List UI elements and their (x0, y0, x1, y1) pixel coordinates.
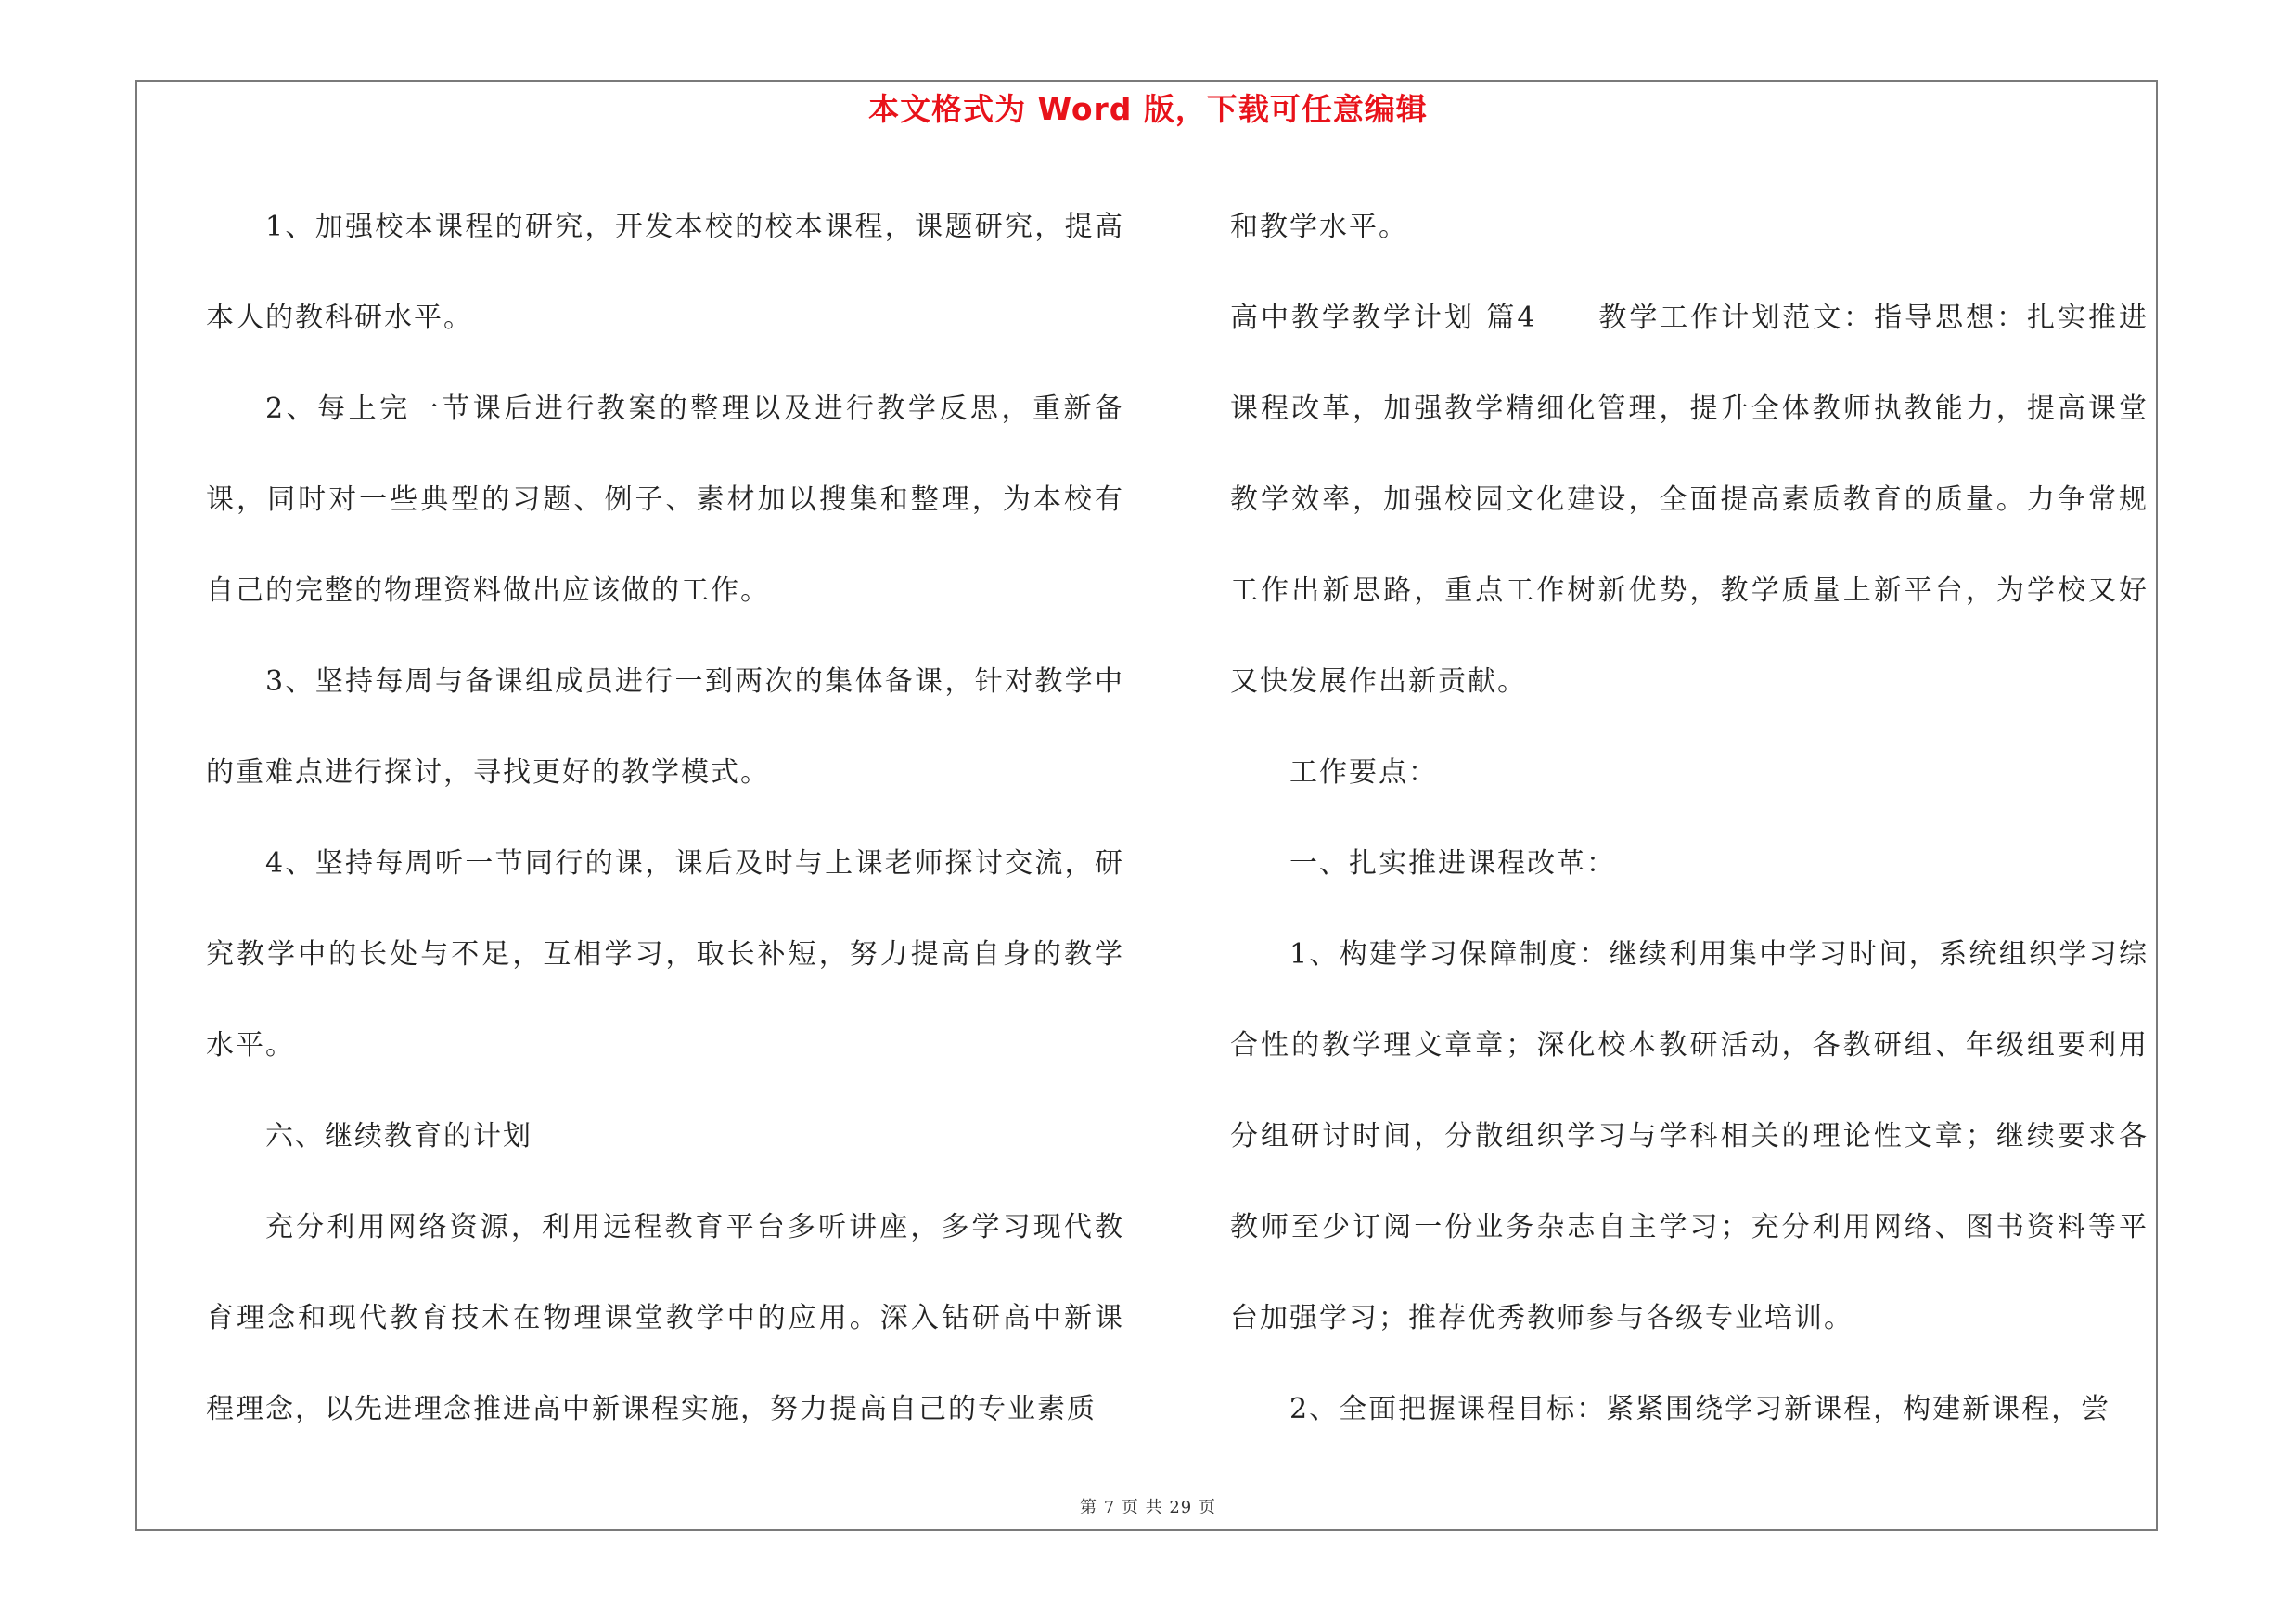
paragraph: 1、构建学习保障制度：继续利用集中学习时间，系统组织学习综合性的教学理文章章；深化校本教研活动，各教研组、年级组要利用分组研讨时间，分散组织学习与学科相关的理论性文章；继续要求各教师至少订阅一份业务杂志自主学习；充分利用网络、图书资料等平台加强学习；推荐优秀教师参与各级专业培训。 (1230, 938, 2148, 1334)
paragraph: 充分利用网络资源，利用远程教育平台多听讲座，多学习现代教育理念和现代教育技术在物理课堂教学中的应用。深入钻研高中新课程理念，以先进理念推进高中新课程实施，努力提高自己的专业素质 (206, 1211, 1124, 1425)
page-number: 第 7 页 共 29 页 (1080, 1498, 1216, 1517)
word-format-banner: 本文格式为 Word 版，下载可任意编辑 (868, 91, 1428, 127)
paragraph: 4、坚持每周听一节同行的课，课后及时与上课老师探讨交流，研究教学中的长处与不足，互相学习，取长补短，努力提高自身的教学水平。 (206, 847, 1124, 1062)
paragraph: 2、全面把握课程目标：紧紧围绕学习新课程，构建新课程，尝 (1289, 1393, 2111, 1425)
paragraph-continuation: 和教学水平。 (1230, 211, 1408, 243)
left-text-column (206, 182, 1124, 1455)
section-heading: 工作要点： (1289, 756, 1438, 789)
section-heading: 一、扎实推进课程改革： (1289, 847, 1616, 880)
paragraph: 3、坚持每周与备课组成员进行一到两次的集体备课，针对教学中的重难点进行探讨，寻找更好的教学模式。 (206, 665, 1124, 789)
section-heading: 六、继续教育的计划 (265, 1120, 532, 1153)
paragraph: 高中教学教学计划 篇4 教学工作计划范文：指导思想：扎实推进课程改革，加强教学精细化管理，提升全体教师执教能力，提高课堂教学效率，加强校园文化建设，全面提高素质教育的质量。力争常规工作出新思路，重点工作树新优势，教学质量上新平台，为学校又好又快发展作出新贡献。 (1230, 302, 2148, 698)
right-text-column (1230, 182, 2148, 1455)
paragraph: 2、每上完一节课后进行教案的整理以及进行教学反思，重新备课，同时对一些典型的习题、例子、素材加以搜集和整理，为本校有自己的完整的物理资料做出应该做的工作。 (206, 393, 1124, 607)
paragraph: 1、加强校本课程的研究，开发本校的校本课程，课题研究，提高本人的教科研水平。 (206, 211, 1124, 334)
